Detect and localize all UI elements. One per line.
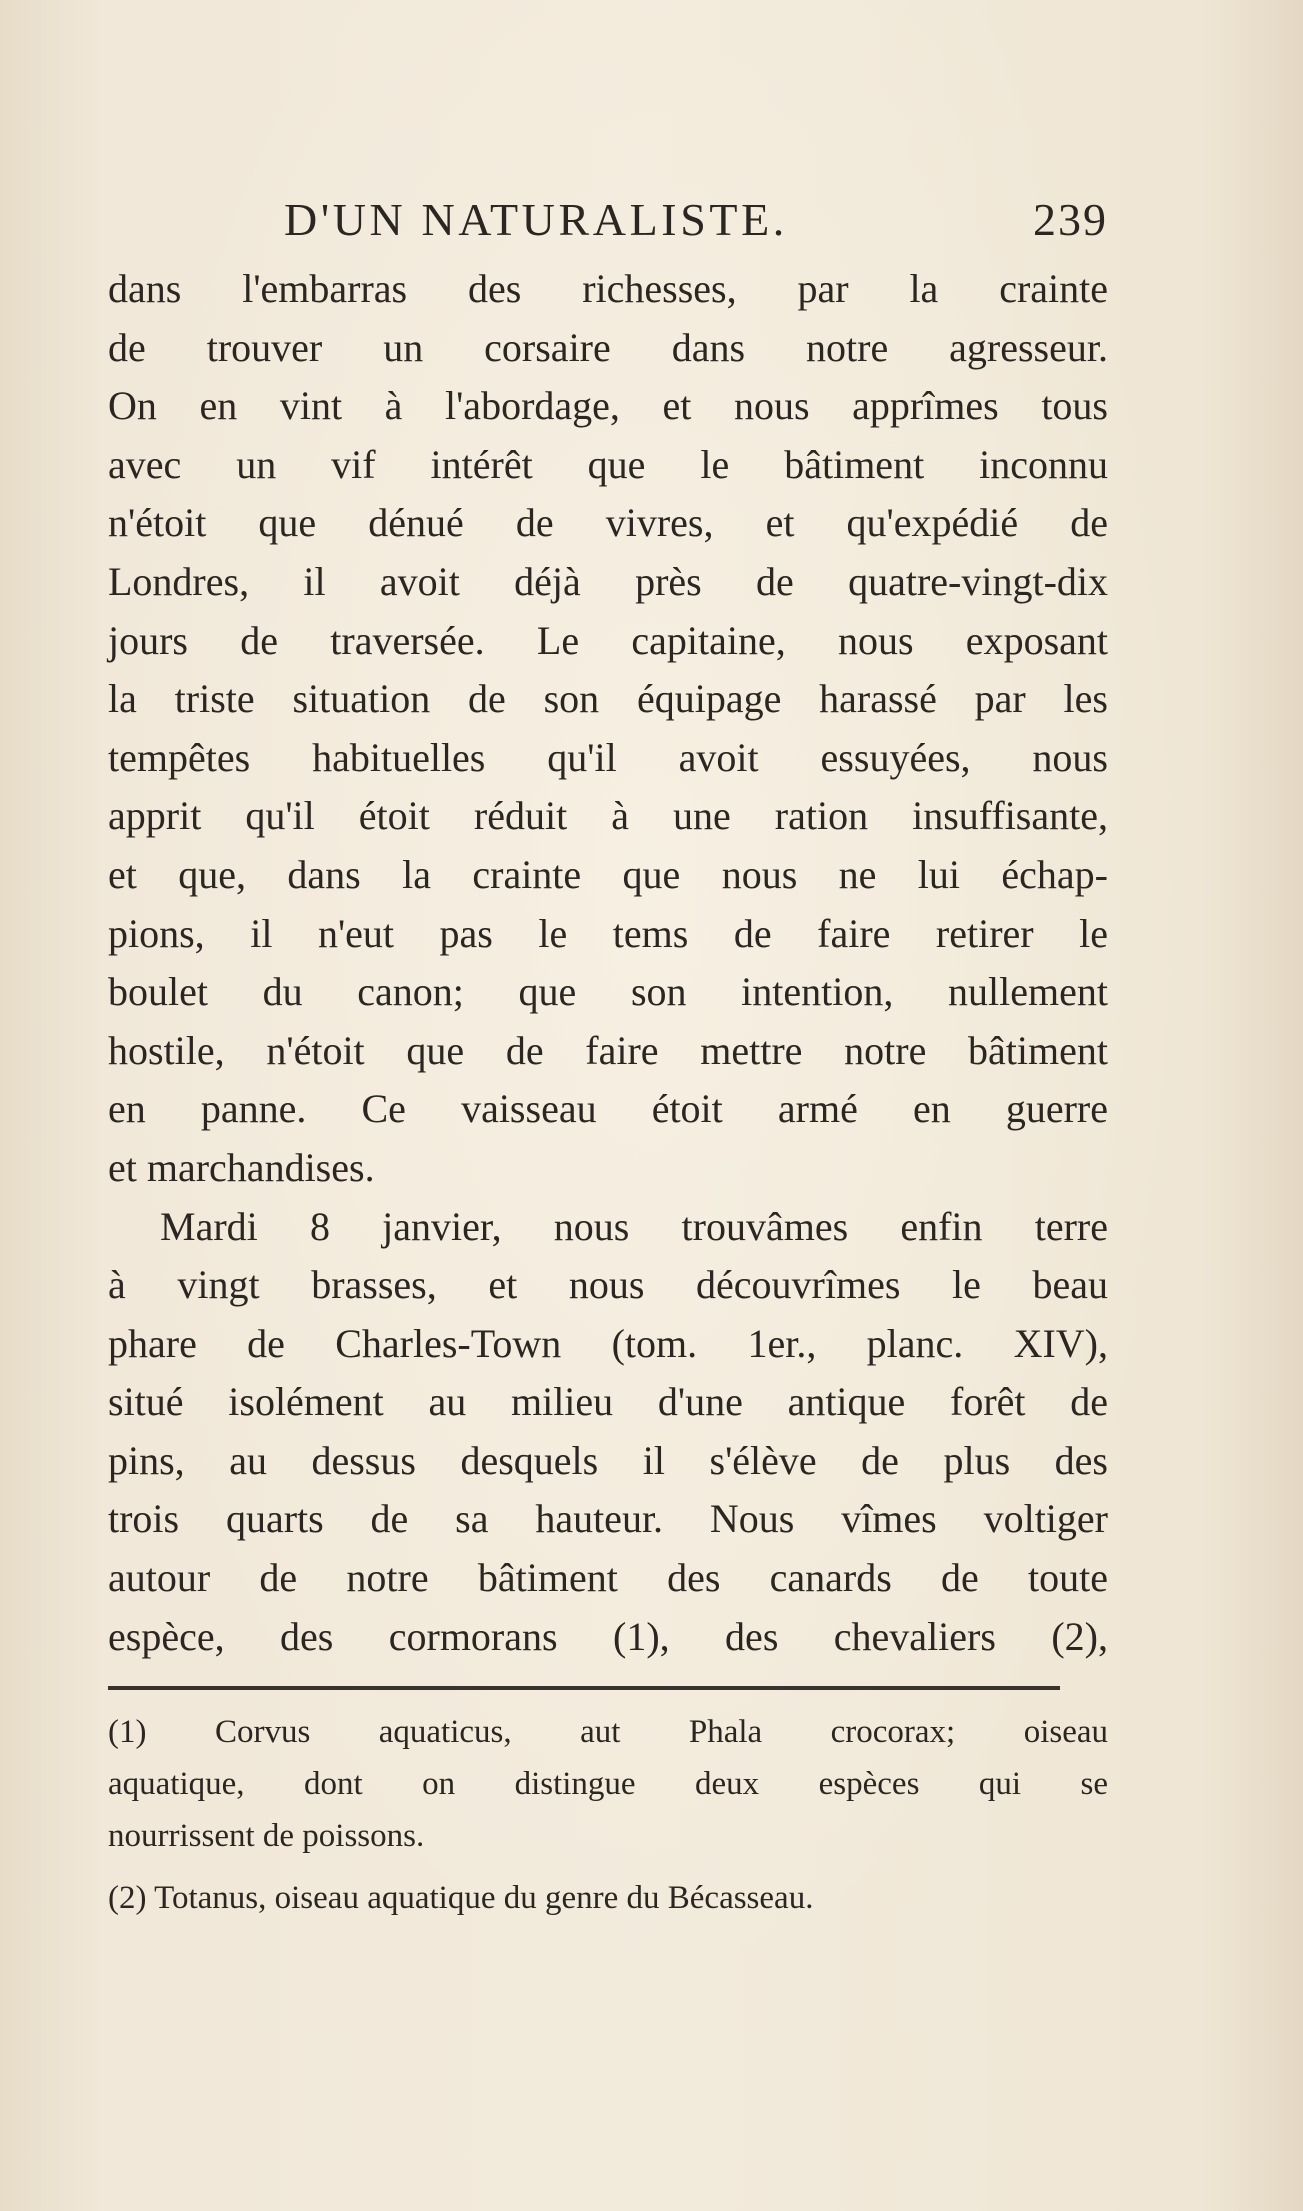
text-line: autour de notre bâtiment des canards de toute — [108, 1555, 1108, 1601]
page-header — [108, 190, 1108, 254]
text-line: espèce, des cormorans (1), des chevaliers (2), — [108, 1613, 1108, 1659]
footnote-1-line: (1) Corvus aquaticus, aut Phala crocorax; oiseau — [108, 1714, 1108, 1750]
footnote-1-line: aquatique, dont on distingue deux espèces qui se — [108, 1766, 1108, 1802]
text-line: avec un vif intérêt que le bâtiment inconnu — [108, 441, 1108, 487]
footnote-2-line: (2) Totanus, oiseau aquatique du genre du Bécasseau. — [108, 1880, 814, 1916]
paragraph-start-line: Mardi 8 janvier, nous trouvâmes enfin terre — [160, 1203, 1108, 1249]
text-line: pins, au dessus desquels il s'élève de plus des — [108, 1437, 1108, 1483]
footnote-gap — [108, 1862, 1108, 1872]
text-line: boulet du canon; que son intention, nullement — [108, 969, 1108, 1015]
body-text — [108, 260, 1108, 1666]
footnote-1-line: nourrissent de poissons. — [108, 1818, 425, 1854]
page-number: 239 — [1033, 194, 1108, 245]
text-line: dans l'embarras des richesses, par la crainte — [108, 266, 1108, 311]
text-line: pions, il n'eut pas le tems de faire retirer le — [108, 910, 1108, 956]
text-line: et que, dans la crainte que nous ne lui échap- — [108, 851, 1108, 897]
running-title: D'UN NATURALISTE. — [284, 194, 788, 245]
text-line: à vingt brasses, et nous découvrîmes le beau — [108, 1262, 1108, 1308]
text-line: en panne. Ce vaisseau étoit armé en guerre — [108, 1086, 1108, 1132]
text-line: phare de Charles-Town (tom. 1er., planc. XIV), — [108, 1320, 1108, 1366]
text-line: jours de traversée. Le capitaine, nous exposant — [108, 617, 1108, 663]
text-line: hostile, n'étoit que de faire mettre notre bâtiment — [108, 1027, 1108, 1073]
text-line: On en vint à l'abordage, et nous apprîmes tous — [108, 383, 1108, 429]
text-line: situé isolément au milieu d'une antique forêt de — [108, 1379, 1108, 1425]
text-line: la triste situation de son équipage harassé par les — [108, 676, 1108, 722]
text-line: n'étoit que dénué de vivres, et qu'expédié de — [108, 500, 1108, 546]
text-line: apprit qu'il étoit réduit à une ration insuffisante, — [108, 793, 1108, 839]
text-line: de trouver un corsaire dans notre agresseur. — [108, 324, 1108, 370]
text-line: Londres, il avoit déjà près de quatre-vingt-dix — [108, 558, 1108, 604]
text-line: tempêtes habituelles qu'il avoit essuyées, nous — [108, 734, 1108, 780]
footnotes — [108, 1706, 1108, 1924]
footnote-divider — [108, 1686, 1060, 1690]
text-line: et marchandises. — [108, 1144, 375, 1190]
text-line: trois quarts de sa hauteur. Nous vîmes voltiger — [108, 1496, 1108, 1542]
